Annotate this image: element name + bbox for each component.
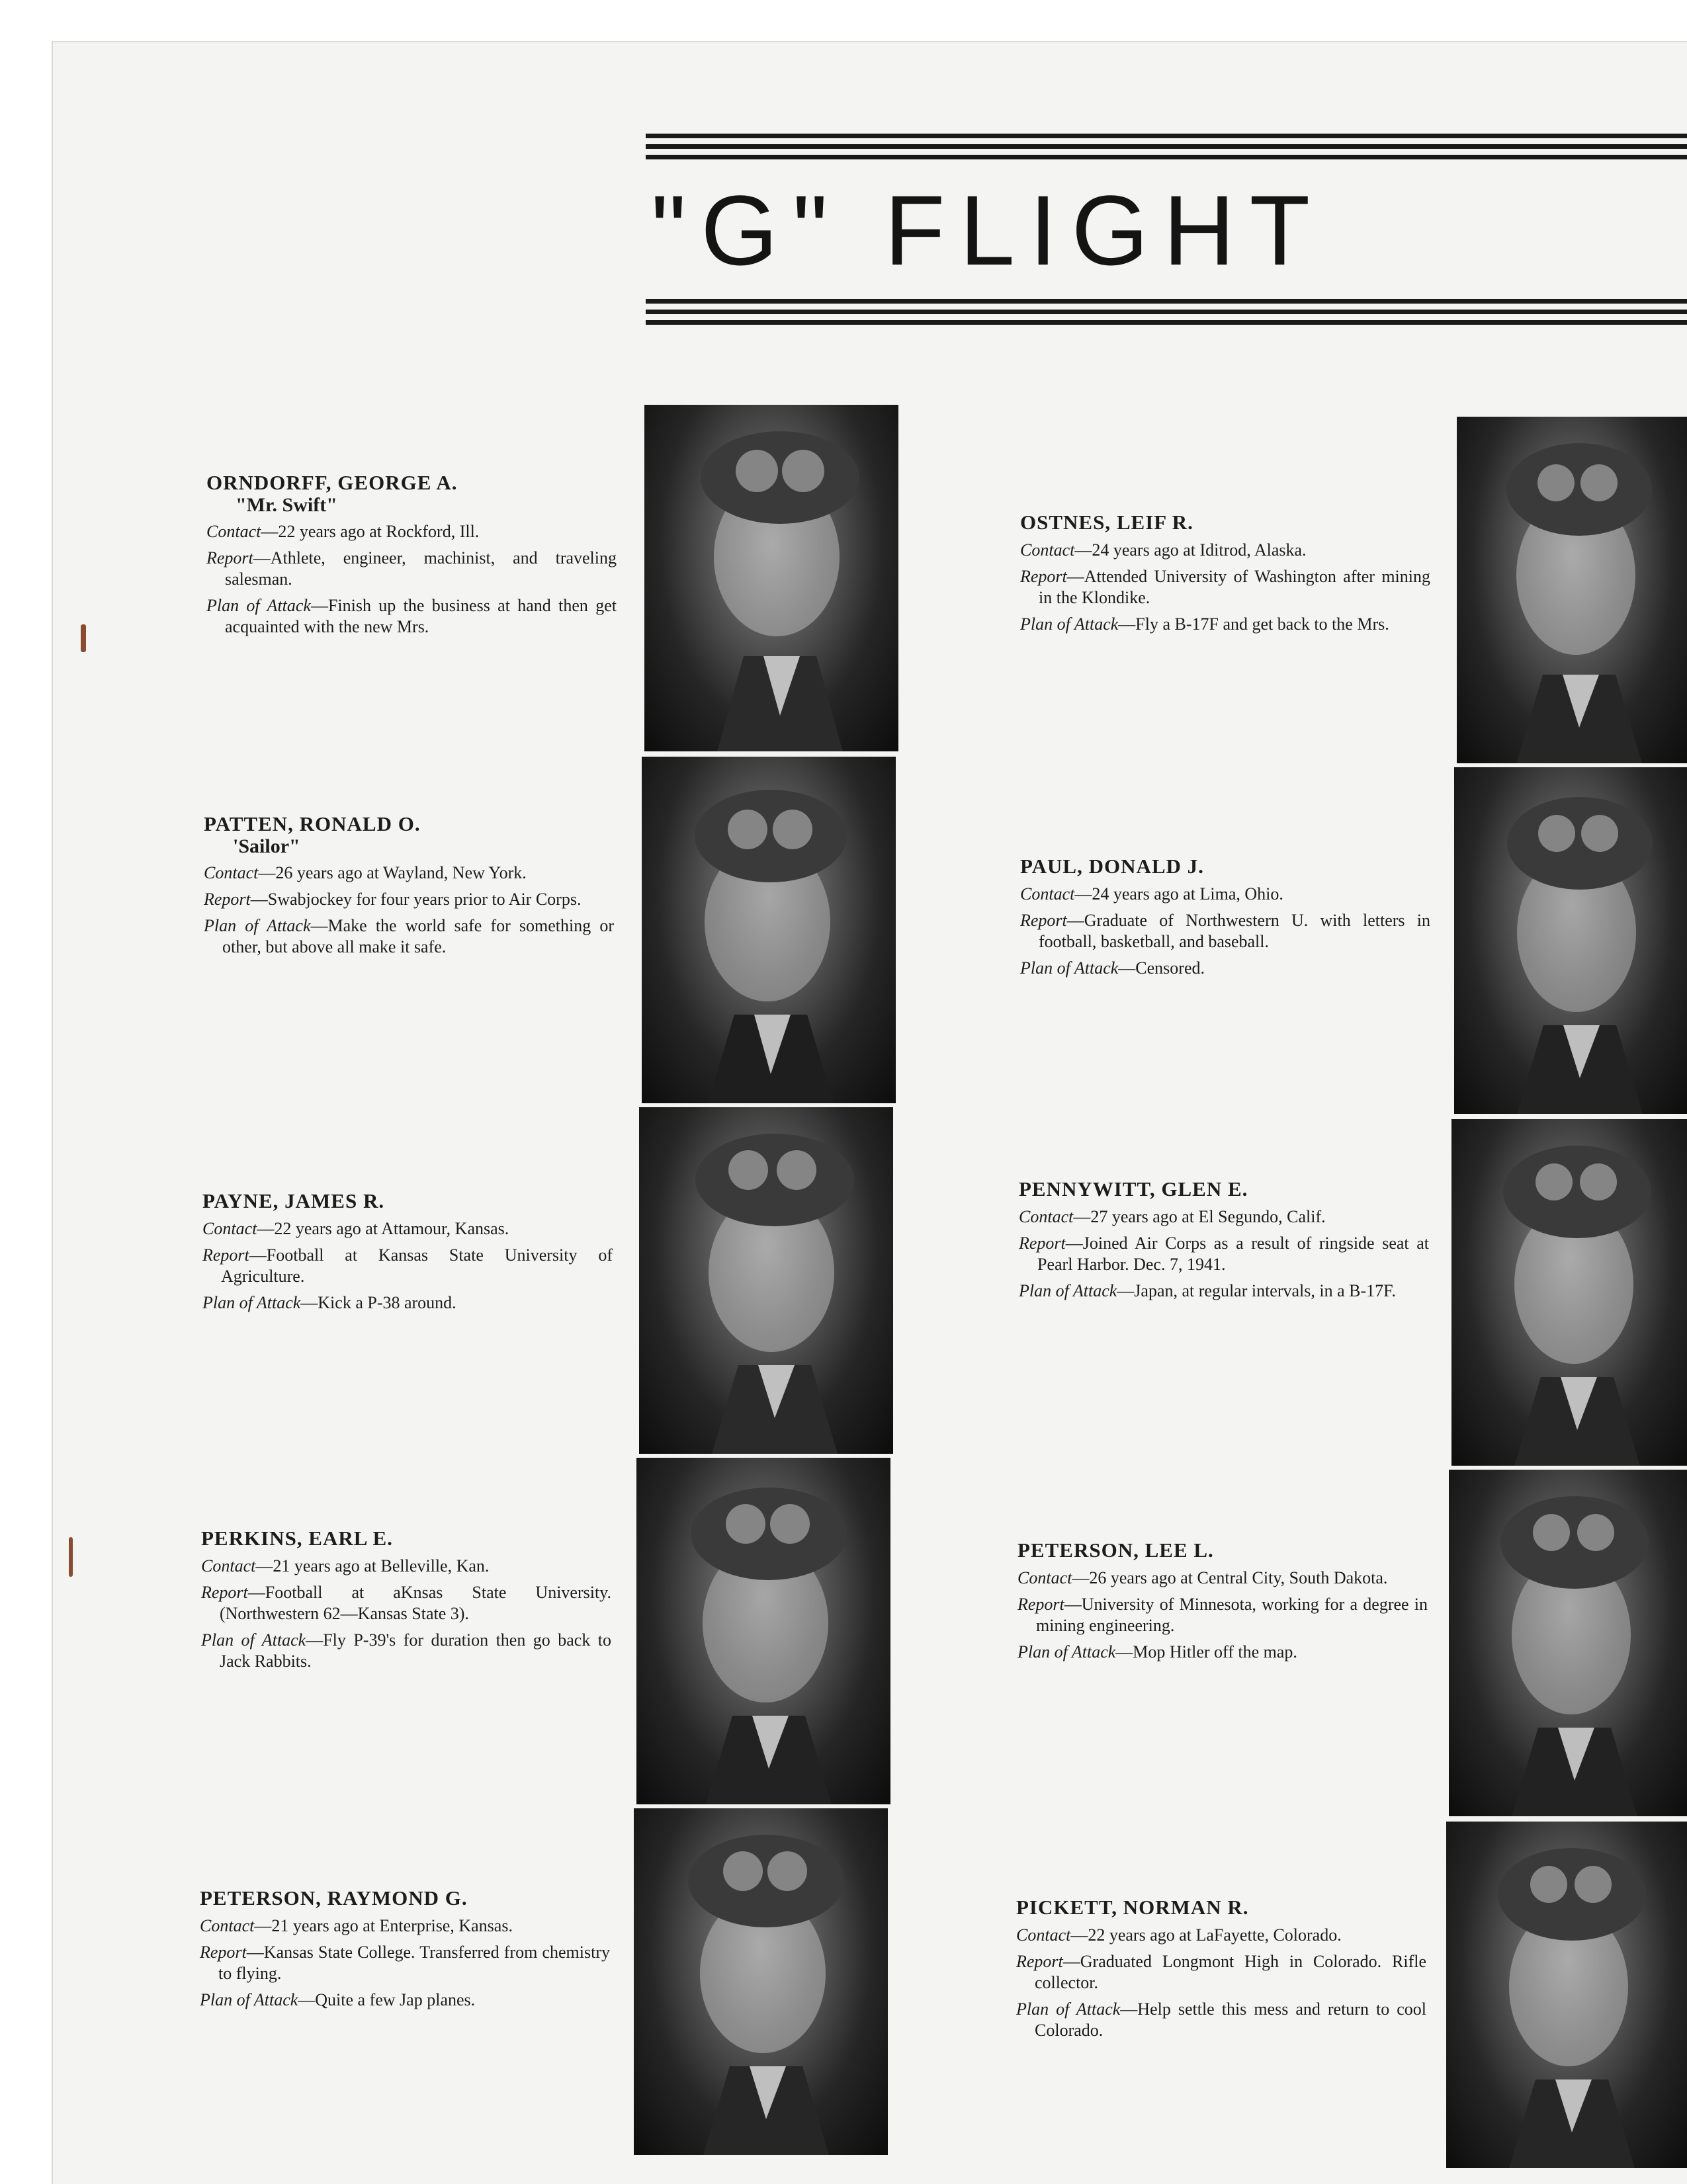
cadet-name: PAYNE, JAMES R.	[202, 1189, 385, 1212]
cadet-nickname: 'Sailor"	[233, 835, 300, 857]
contact-text: —24 years ago at Iditrod, Alaska.	[1074, 540, 1307, 560]
page-title: "G" FLIGHT	[651, 175, 1325, 286]
plan-line	[204, 915, 614, 958]
plan-label: Plan of Attack	[200, 1990, 298, 2009]
contact-text: —26 years ago at Wayland, New York.	[258, 863, 527, 882]
report-line	[1016, 1951, 1426, 1994]
report-text: —Kansas State College. Transferred from chemistry to flying.	[218, 1943, 610, 1983]
contact-text: —22 years ago at Rockford, Ill.	[261, 522, 480, 541]
contact-line	[1016, 1925, 1426, 1946]
contact-line	[1020, 540, 1430, 561]
cadet-name: PERKINS, EARL E.	[201, 1527, 393, 1550]
contact-line	[202, 1218, 613, 1239]
portrait-photo	[642, 757, 896, 1103]
cadet-entry	[1020, 512, 1430, 640]
contact-label: Contact	[1017, 1568, 1072, 1587]
plan-line	[1019, 1281, 1429, 1302]
cadet-name: PETERSON, LEE L.	[1017, 1538, 1214, 1562]
plan-line	[1020, 958, 1430, 979]
report-text: —Graduated Longmont High in Colorado. Rifle collector.	[1035, 1952, 1426, 1992]
plan-text: —Finish up the business at hand then get acquainted with the new Mrs.	[225, 596, 617, 636]
plan-label: Plan of Attack	[204, 916, 311, 935]
cadet-name: PAUL, DONALD J.	[1020, 855, 1204, 878]
plan-line	[200, 1990, 610, 2011]
contact-text: —21 years ago at Enterprise, Kansas.	[254, 1916, 513, 1935]
report-text: —Attended University of Washington after mining in the Klondike.	[1039, 567, 1430, 607]
plan-text: —Make the world safe for something or other, but above all make it safe.	[222, 916, 614, 956]
cadet-entry	[201, 1528, 611, 1677]
portrait-photo	[1449, 1470, 1687, 1816]
report-line	[206, 548, 617, 590]
contact-label: Contact	[1020, 540, 1075, 560]
contact-label: Contact	[200, 1916, 255, 1935]
plan-line	[1016, 1999, 1426, 2041]
contact-label: Contact	[204, 863, 259, 882]
contact-label: Contact	[201, 1556, 256, 1575]
plan-label: Plan of Attack	[201, 1630, 306, 1650]
contact-label: Contact	[1019, 1207, 1074, 1226]
report-line	[200, 1942, 610, 1984]
report-line	[1019, 1233, 1429, 1275]
contact-label: Contact	[202, 1219, 257, 1238]
report-label: Report	[1017, 1595, 1064, 1614]
contact-line	[206, 521, 617, 542]
report-text: —Swabjockey for four years prior to Air Corps.	[250, 890, 582, 909]
contact-text: —27 years ago at El Segundo, Calif.	[1073, 1207, 1326, 1226]
portrait-photo	[644, 405, 898, 751]
report-text: —Graduate of Northwestern U. with letters in football, basketball, and baseball.	[1039, 911, 1430, 951]
report-label: Report	[200, 1943, 247, 1962]
portrait-photo	[636, 1458, 890, 1804]
cadet-name: PICKETT, NORMAN R.	[1016, 1896, 1249, 1919]
contact-text: —24 years ago at Lima, Ohio.	[1074, 884, 1283, 903]
contact-line	[1017, 1568, 1428, 1589]
cadet-entry	[1019, 1179, 1429, 1307]
contact-line	[201, 1556, 611, 1577]
plan-line	[1017, 1642, 1428, 1663]
plan-text: —Kick a P-38 around.	[300, 1293, 456, 1312]
portrait-photo	[1457, 417, 1687, 763]
contact-label: Contact	[1020, 884, 1075, 903]
plan-label: Plan of Attack	[1020, 614, 1119, 634]
portrait-photo	[1451, 1119, 1687, 1466]
cadet-entry	[1017, 1540, 1428, 1668]
report-label: Report	[202, 1245, 249, 1265]
plan-text: —Fly a B-17F and get back to the Mrs.	[1118, 614, 1389, 634]
cadet-nickname: "Mr. Swift"	[236, 494, 337, 516]
report-label: Report	[204, 890, 251, 909]
report-line	[1020, 566, 1430, 609]
contact-line	[200, 1915, 610, 1937]
contact-text: —22 years ago at LaFayette, Colorado.	[1070, 1925, 1342, 1945]
plan-label: Plan of Attack	[1020, 958, 1119, 978]
cadet-name: ORNDORFF, GEORGE A.	[206, 471, 458, 494]
report-line	[201, 1582, 611, 1624]
portrait-photo	[1446, 1822, 1687, 2168]
staple-mark-upper	[81, 624, 86, 652]
report-line	[204, 889, 614, 910]
cadet-entry	[1016, 1897, 1426, 2046]
plan-text: —Mop Hitler off the map.	[1115, 1642, 1297, 1661]
contact-line	[1020, 884, 1430, 905]
report-line	[1020, 910, 1430, 952]
portrait-photo	[1454, 767, 1687, 1114]
plan-label: Plan of Attack	[1016, 1999, 1121, 2019]
report-line	[1017, 1594, 1428, 1636]
plan-line	[206, 595, 617, 638]
report-text: —Joined Air Corps as a result of ringside seat at Pearl Harbor. Dec. 7, 1941.	[1037, 1234, 1429, 1274]
cadet-entry	[202, 1191, 613, 1319]
cadet-name: PETERSON, RAYMOND G.	[200, 1886, 468, 1910]
plan-text: —Fly P-39's for duration then go back to Jack Rabbits.	[220, 1630, 611, 1671]
report-label: Report	[1019, 1234, 1066, 1253]
cadet-name: PATTEN, RONALD O.	[204, 812, 421, 835]
report-label: Report	[1020, 567, 1067, 586]
cadet-entry	[204, 814, 614, 963]
contact-text: —26 years ago at Central City, South Dakota.	[1072, 1568, 1388, 1587]
contact-line	[1019, 1206, 1429, 1228]
cadet-entry	[200, 1888, 610, 2016]
cadet-name: OSTNES, LEIF R.	[1020, 511, 1193, 534]
report-label: Report	[1020, 911, 1067, 930]
plan-label: Plan of Attack	[1019, 1281, 1117, 1300]
cadet-entry	[206, 472, 617, 643]
report-line	[202, 1245, 613, 1287]
plan-line	[202, 1292, 613, 1314]
yearbook-page	[52, 41, 1687, 2184]
portrait-photo	[634, 1808, 888, 2155]
title-rule-top	[646, 134, 1687, 165]
report-label: Report	[1016, 1952, 1063, 1971]
plan-label: Plan of Attack	[1017, 1642, 1116, 1661]
plan-line	[1020, 614, 1430, 635]
contact-text: —22 years ago at Attamour, Kansas.	[257, 1219, 509, 1238]
plan-text: —Censored.	[1118, 958, 1205, 978]
contact-line	[204, 862, 614, 884]
plan-line	[201, 1630, 611, 1672]
contact-label: Contact	[1016, 1925, 1071, 1945]
report-label: Report	[201, 1583, 248, 1602]
cadet-entry	[1020, 856, 1430, 984]
portrait-photo	[639, 1107, 893, 1454]
plan-label: Plan of Attack	[206, 596, 311, 615]
title-rule-bottom	[646, 299, 1687, 331]
title-banner	[646, 134, 1687, 332]
cadet-name: PENNYWITT, GLEN E.	[1019, 1177, 1248, 1200]
plan-text: —Quite a few Jap planes.	[298, 1990, 476, 2009]
report-text: —Football at aKnsas State University. (Northwestern 62—Kansas State 3).	[220, 1583, 611, 1623]
plan-text: —Help settle this mess and return to cool Colorado.	[1035, 1999, 1426, 2040]
report-text: —Football at Kansas State University of Agriculture.	[221, 1245, 613, 1286]
staple-mark-lower	[69, 1537, 73, 1577]
report-label: Report	[206, 548, 253, 567]
report-text: —University of Minnesota, working for a degree in mining engineering.	[1036, 1595, 1428, 1635]
plan-label: Plan of Attack	[202, 1293, 301, 1312]
plan-text: —Japan, at regular intervals, in a B-17F.	[1117, 1281, 1397, 1300]
contact-label: Contact	[206, 522, 261, 541]
report-text: —Athlete, engineer, machinist, and traveling salesman.	[225, 548, 617, 589]
contact-text: —21 years ago at Belleville, Kan.	[255, 1556, 490, 1575]
